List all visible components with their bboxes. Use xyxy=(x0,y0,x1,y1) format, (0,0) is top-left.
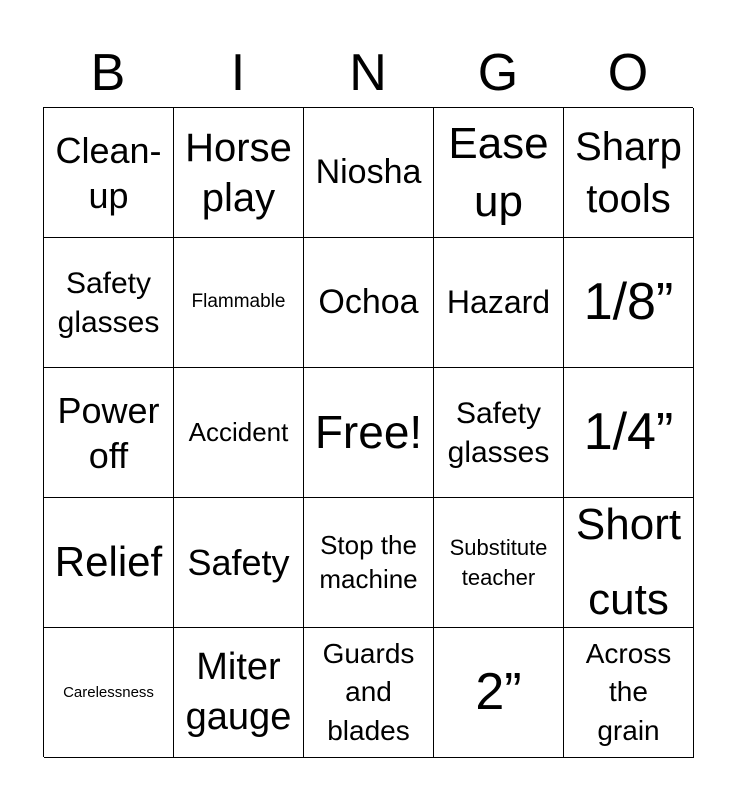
bingo-cell[interactable] xyxy=(174,108,304,238)
bingo-cell-text: Safety glasses xyxy=(57,266,160,339)
bingo-cell-text: Ochoa xyxy=(318,283,419,322)
bingo-cell[interactable] xyxy=(44,238,174,368)
bingo-cell-text: Flammable xyxy=(191,291,286,313)
bingo-cell[interactable] xyxy=(564,498,694,628)
bingo-cell-text: Stop the machine xyxy=(319,529,418,594)
bingo-cell[interactable] xyxy=(304,368,434,498)
bingo-cell[interactable] xyxy=(434,628,564,758)
bingo-cell-text: Safety xyxy=(187,541,290,583)
bingo-cell[interactable] xyxy=(304,238,434,368)
header-letter-o: O xyxy=(607,44,649,102)
bingo-cell[interactable] xyxy=(434,108,564,238)
bingo-cell[interactable] xyxy=(304,628,434,758)
bingo-cell[interactable] xyxy=(304,498,434,628)
bingo-cell-text: Relief xyxy=(54,538,163,586)
bingo-cell-text: Free! xyxy=(314,405,423,458)
bingo-cell-text: Horse play xyxy=(185,125,292,220)
bingo-cell-text: 1/4” xyxy=(583,403,674,462)
header-letter-g: G xyxy=(477,44,519,102)
bingo-card-grid xyxy=(43,107,693,757)
bingo-cell-text: Guards and blades xyxy=(322,637,415,746)
header-letter-i: I xyxy=(230,44,246,102)
bingo-header xyxy=(43,40,693,106)
bingo-cell[interactable] xyxy=(174,628,304,758)
bingo-cell-text: Carelessness xyxy=(63,683,154,701)
bingo-cell-text: Safety glasses xyxy=(447,396,550,469)
bingo-cell[interactable] xyxy=(174,238,304,368)
bingo-cell-text: Hazard xyxy=(446,284,551,321)
bingo-cell-text: Short cuts xyxy=(575,499,682,624)
header-letter-n: N xyxy=(349,44,387,102)
bingo-cell[interactable] xyxy=(44,628,174,758)
bingo-cell[interactable] xyxy=(44,498,174,628)
bingo-cell[interactable] xyxy=(434,368,564,498)
header-letter-b: B xyxy=(90,44,126,102)
bingo-cell-text: Power off xyxy=(57,389,160,476)
bingo-cell[interactable] xyxy=(174,368,304,498)
bingo-cell[interactable] xyxy=(564,238,694,368)
bingo-cell-text: Ease up xyxy=(448,119,549,226)
bingo-cell-text: Miter gauge xyxy=(185,646,292,738)
bingo-cell-text: Clean- up xyxy=(55,129,162,216)
bingo-cell-text: Substitute teacher xyxy=(449,534,548,590)
bingo-cell-text: 2” xyxy=(475,663,522,722)
bingo-cell-text: 1/8” xyxy=(583,273,674,332)
bingo-cell-text: Across the grain xyxy=(585,637,672,746)
bingo-cell[interactable] xyxy=(44,108,174,238)
bingo-cell[interactable] xyxy=(564,368,694,498)
bingo-cell[interactable] xyxy=(44,368,174,498)
bingo-cell[interactable] xyxy=(304,108,434,238)
bingo-cell[interactable] xyxy=(434,238,564,368)
bingo-cell[interactable] xyxy=(564,108,694,238)
bingo-cell[interactable] xyxy=(564,628,694,758)
bingo-cell-text: Niosha xyxy=(315,153,422,192)
bingo-cell[interactable] xyxy=(434,498,564,628)
bingo-cell-text: Sharp tools xyxy=(575,124,682,221)
bingo-cell[interactable] xyxy=(174,498,304,628)
bingo-cell-text: Accident xyxy=(188,416,289,447)
